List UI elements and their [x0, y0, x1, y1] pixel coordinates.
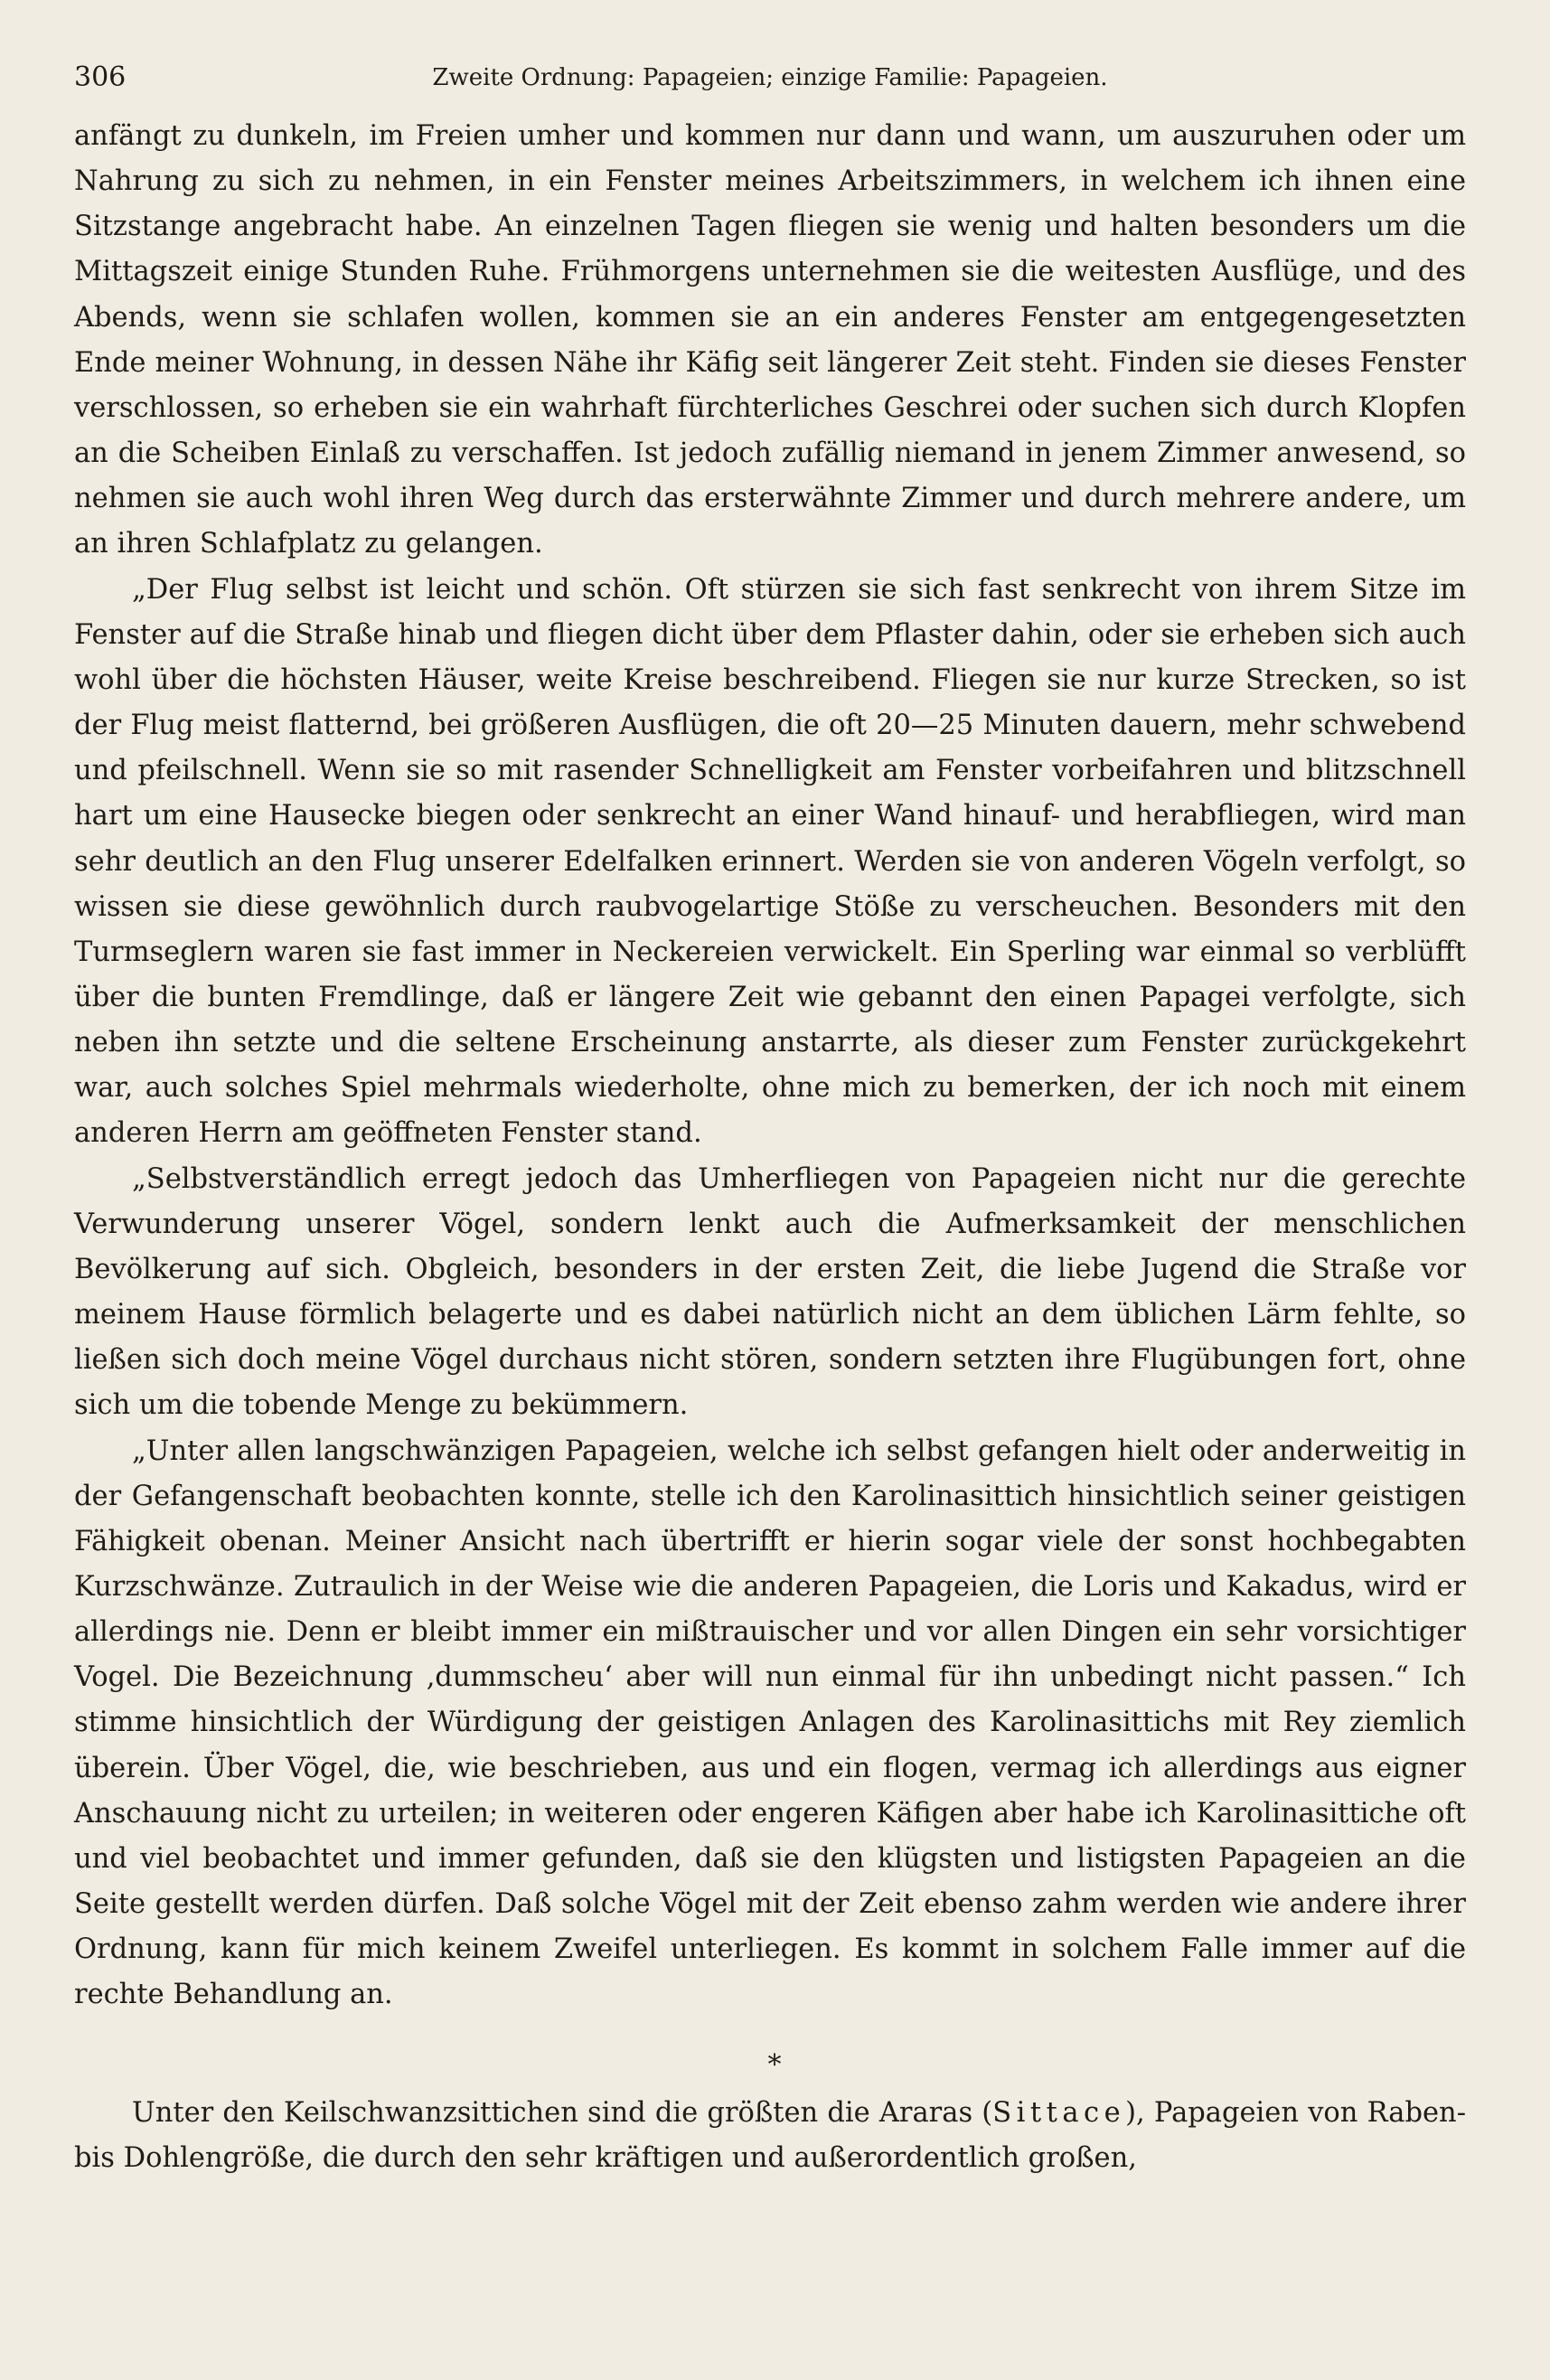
section-separator: *: [767, 2048, 782, 2081]
paragraph-5-after: ), Papageien von Raben- bis Dohlengröße, die durch den sehr kräftigen und außerordentlich großen,: [74, 2096, 1466, 2174]
body-text: [74, 114, 1466, 2181]
book-page: [74, 52, 1466, 2366]
running-head: [74, 52, 1466, 103]
paragraph-5: [74, 2091, 1466, 2181]
genus-name: Sittace: [992, 2096, 1126, 2129]
paragraph-1: anfängt zu dunkeln, im Freien umher und kommen nur dann und wann, um auszuruhen oder um Nahrung zu sich zu nehmen, in ein Fenster meines Arbeitszimmers, in welchem ich ihnen eine Sitzstange angebracht habe. An einzelnen Tagen fliegen sie wenig und halten besonders um die Mittagszeit einige Stunden Ruhe. Frühmorgens unternehmen sie die weitesten Ausflüge, und des Abends, wenn sie schlafen wollen, kommen sie an ein anderes Fenster am entgegengesetzten Ende meiner Wohnung, in dessen Nähe ihr Käfig seit längerer Zeit steht. Finden sie dieses Fenster verschlossen, so erheben sie ein wahrhaft fürchterliches Geschrei oder suchen sich durch Klopfen an die Scheiben Einlaß zu verschaffen. Ist jedoch zufällig niemand in jenem Zimmer anwesend, so nehmen sie auch wohl ihren Weg durch das ersterwähnte Zimmer und durch mehrere andere, um an ihren Schlafplatz zu gelangen.: [74, 120, 1466, 560]
running-title: Zweite Ordnung: Papageien; einzige Familie: Papageien.: [432, 64, 1108, 91]
paragraph-5-before: Unter den Keilschwanzsittichen sind die größten die Araras (: [132, 2096, 993, 2129]
paragraph-3: „Selbstverständlich erregt jedoch das Umherfliegen von Papageien nicht nur die gerechte Verwunderung unserer Vögel, sondern lenkt auch die Aufmerksamkeit der menschlichen Bevölkerung auf sich. Obgleich, besonders in der ersten Zeit, die liebe Jugend die Straße vor meinem Hause förmlich belagerte und es dabei natürlich nicht an dem üblichen Lärm fehlte, so ließen sich doch meine Vögel durchaus nicht stören, sondern setzten ihre Flugübungen fort, ohne sich um die tobende Menge zu bekümmern.: [74, 1162, 1466, 1422]
paragraph-2: „Der Flug selbst ist leicht und schön. Oft stürzen sie sich fast senkrecht von ihrem Sitze im Fenster auf die Straße hinab und fliegen dicht über dem Pflaster dahin, oder sie erheben sich auch wohl über die höchsten Häuser, weite Kreise beschreibend. Fliegen sie nur kurze Strecken, so ist der Flug meist flatternd, bei größeren Ausflügen, die oft 20—25 Minuten dauern, mehr schwebend und pfeilschnell. Wenn sie so mit rasender Schnelligkeit am Fenster vorbeifahren und blitzschnell hart um eine Hausecke biegen oder senkrecht an einer Wand hinauf- und herabfliegen, wird man sehr deutlich an den Flug unserer Edelfalken erinnert. Werden sie von anderen Vögeln verfolgt, so wissen sie diese gewöhnlich durch raubvogelartige Stöße zu verscheuchen. Besonders mit den Turmseglern waren sie fast immer in Neckereien verwickelt. Ein Sperling war einmal so verblüfft über die bunten Fremdlinge, daß er längere Zeit wie gebannt den einen Papagei verfolgte, sich neben ihn setzte und die seltene Erscheinung anstarrte, als dieser zum Fenster zurückgekehrt war, auch solches Spiel mehrmals wiederholte, ohne mich zu bemerken, der ich noch mit einem anderen Herrn am geöffneten Fenster stand.: [74, 573, 1466, 1150]
page-number: 306: [74, 61, 127, 93]
paragraph-4: „Unter allen langschwänzigen Papageien, welche ich selbst gefangen hielt oder anderweitig in der Gefangenschaft beobachten konnte, stelle ich den Karolinasittich hinsichtlich seiner geistigen Fähigkeit obenan. Meiner Ansicht nach übertrifft er hierin sogar viele der sonst hochbegabten Kurzschwänze. Zutraulich in der Weise wie die anderen Papageien, die Loris und Kakadus, wird er allerdings nie. Denn er bleibt immer ein mißtrauischer und vor allen Dingen ein sehr vorsichtiger Vogel. Die Bezeichnung ‚dummscheu‘ aber will nun einmal für ihn unbedingt nicht passen.“ Ich stimme hinsichtlich der Würdigung der geistigen Anlagen des Karolinasittichs mit Rey ziemlich überein. Über Vögel, die, wie beschrieben, aus und ein flogen, vermag ich allerdings aus eigner Anschauung nicht zu urteilen; in weiteren oder engeren Käfigen aber habe ich Karolinasittiche oft und viel beobachtet und immer gefunden, daß sie den klügsten und listigsten Papageien an die Seite gestellt werden dürfen. Daß solche Vögel mit der Zeit ebenso zahm werden wie andere ihrer Ordnung, kann für mich keinem Zweifel unterliegen. Es kommt in solchem Falle immer auf die rechte Behandlung an.: [74, 1435, 1466, 2011]
